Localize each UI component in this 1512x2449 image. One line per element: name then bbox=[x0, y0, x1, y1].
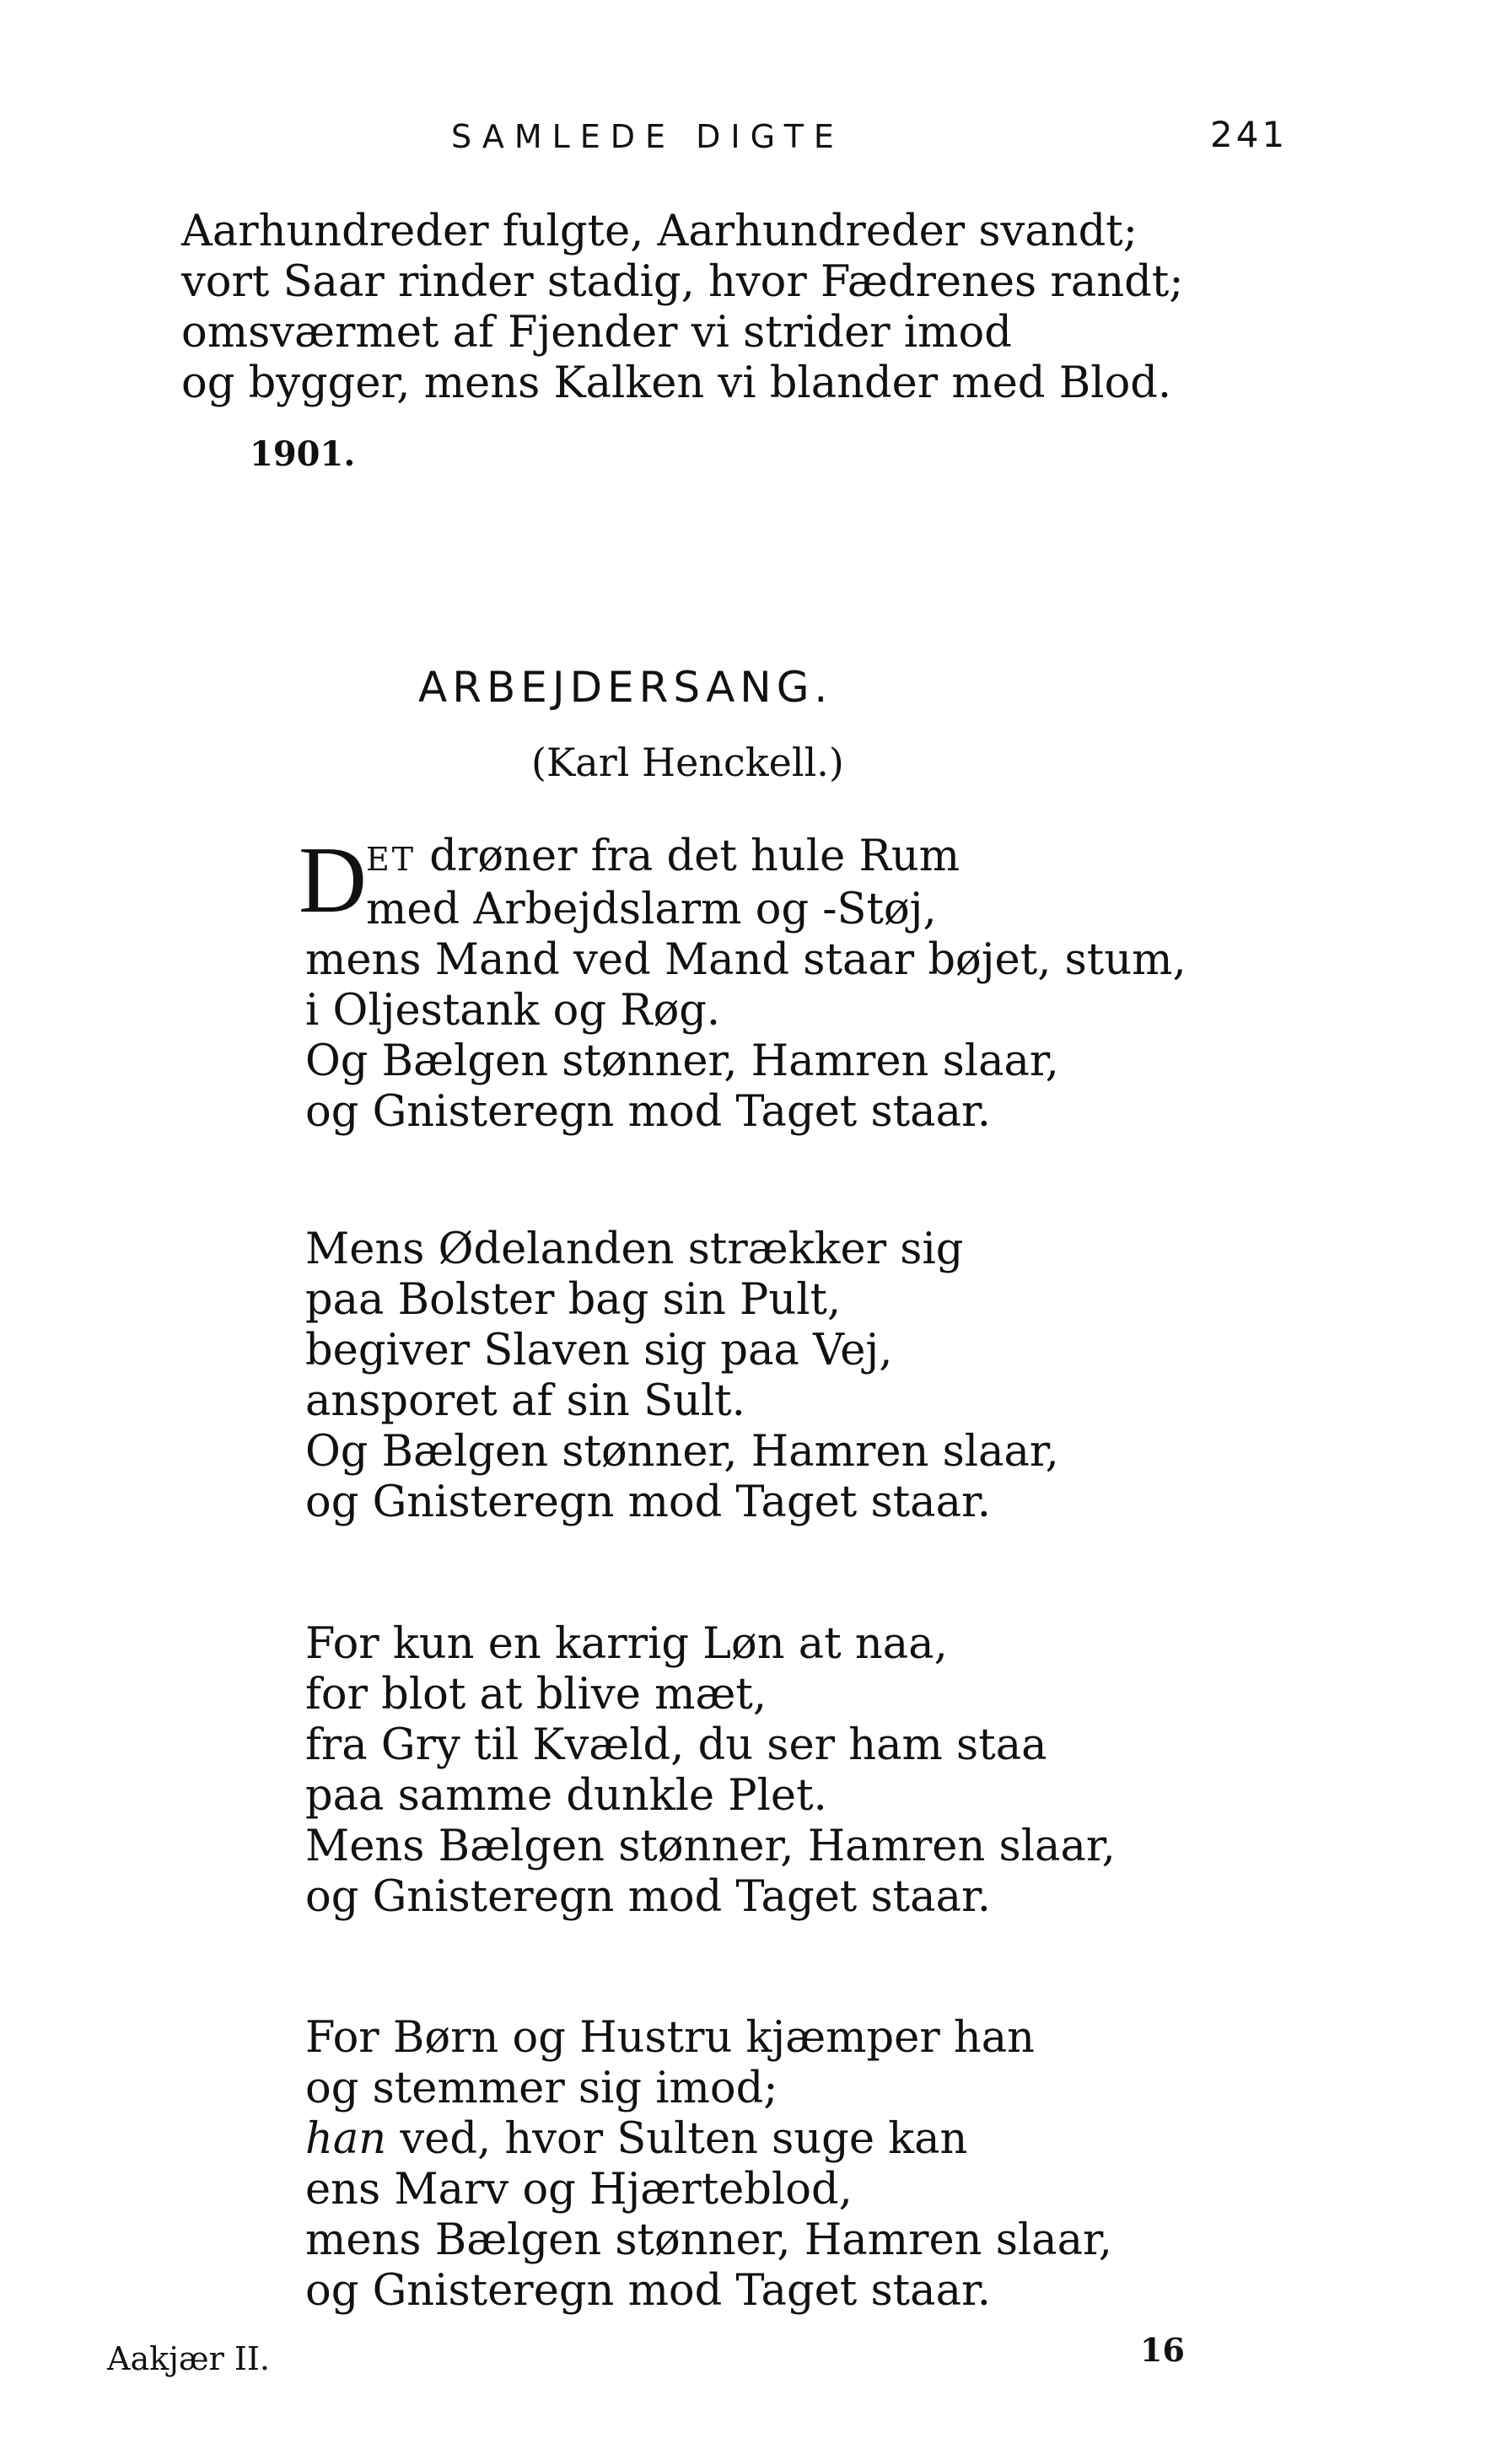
verse-line: for blot at blive mæt, bbox=[305, 1670, 767, 1720]
drop-cap: D bbox=[299, 828, 367, 933]
verse-line bbox=[305, 832, 1186, 885]
verse-line: mens Bælgen stønner, Hamren slaar, bbox=[305, 2215, 1112, 2265]
poem-year: 1901. bbox=[250, 434, 356, 474]
verse-line: For kun en karrig Løn at naa, bbox=[305, 1619, 948, 1669]
poem-title: ARBEJDERSANG. bbox=[418, 663, 833, 712]
stanza-1 bbox=[299, 828, 1186, 1138]
verse-line: og Gnisteregn mod Taget staar. bbox=[305, 2266, 991, 2316]
verse-line-rest: ved, hvor Sulten suge kan bbox=[386, 2114, 968, 2164]
verse-line: ansporet af sin Sult. bbox=[305, 1376, 745, 1426]
verse-line: Og Bælgen stønner, Hamren slaar, bbox=[305, 1036, 1059, 1086]
verse-line: Mens Ødelanden strækker sig bbox=[305, 1224, 964, 1274]
verse-line: og Gnisteregn mod Taget staar. bbox=[305, 1872, 991, 1922]
verse-line: paa samme dunkle Plet. bbox=[305, 1771, 827, 1821]
verse-line: Mens Bælgen stønner, Hamren slaar, bbox=[305, 1822, 1116, 1871]
page-number: 241 bbox=[1210, 114, 1289, 155]
verse-line-rest: drøner fra det hule Rum bbox=[416, 832, 960, 881]
previous-poem-ending bbox=[181, 207, 1183, 409]
verse-line: vort Saar rinder stadig, hvor Fædrenes randt; bbox=[181, 257, 1184, 307]
verse-line: og stemmer sig imod; bbox=[305, 2064, 778, 2113]
verse-line bbox=[305, 2114, 1112, 2165]
stanza-2 bbox=[305, 1224, 1059, 1528]
verse-line: i Oljestank og Røg. bbox=[305, 986, 721, 1036]
verse-line: og Gnisteregn mod Taget staar. bbox=[305, 1087, 991, 1137]
verse-line: omsværmet af Fjender vi strider imod bbox=[181, 308, 1012, 358]
running-head: SAMLEDE DIGTE bbox=[451, 118, 844, 155]
signature-mark: Aakjær II. bbox=[107, 2340, 270, 2377]
small-caps-opening: ET bbox=[366, 841, 417, 878]
poem-author: (Karl Henckell.) bbox=[531, 740, 844, 785]
stanza-4 bbox=[305, 2013, 1112, 2317]
sheet-number: 16 bbox=[1140, 2331, 1185, 2369]
verse-line: Og Bælgen stønner, Hamren slaar, bbox=[305, 1427, 1059, 1477]
verse-line: mens Mand ved Mand staar bøjet, stum, bbox=[305, 935, 1186, 985]
verse-line: For Børn og Hustru kjæmper han bbox=[305, 2013, 1036, 2063]
verse-line: med Arbejdslarm og -Støj, bbox=[366, 885, 937, 934]
verse-line: og Gnisteregn mod Taget staar. bbox=[305, 1477, 991, 1527]
stanza-3 bbox=[305, 1619, 1116, 1923]
verse-line: og bygger, mens Kalken vi blander med Blod. bbox=[181, 358, 1172, 408]
verse-line: begiver Slaven sig paa Vej, bbox=[305, 1326, 893, 1375]
verse-line: Aarhundreder fulgte, Aarhundreder svandt; bbox=[181, 207, 1138, 256]
italic-word: han bbox=[305, 2114, 387, 2164]
verse-line: fra Gry til Kvæld, du ser ham staa bbox=[305, 1720, 1047, 1770]
verse-line: paa Bolster bag sin Pult, bbox=[305, 1275, 842, 1325]
verse-line: ens Marv og Hjærteblod, bbox=[305, 2165, 853, 2215]
